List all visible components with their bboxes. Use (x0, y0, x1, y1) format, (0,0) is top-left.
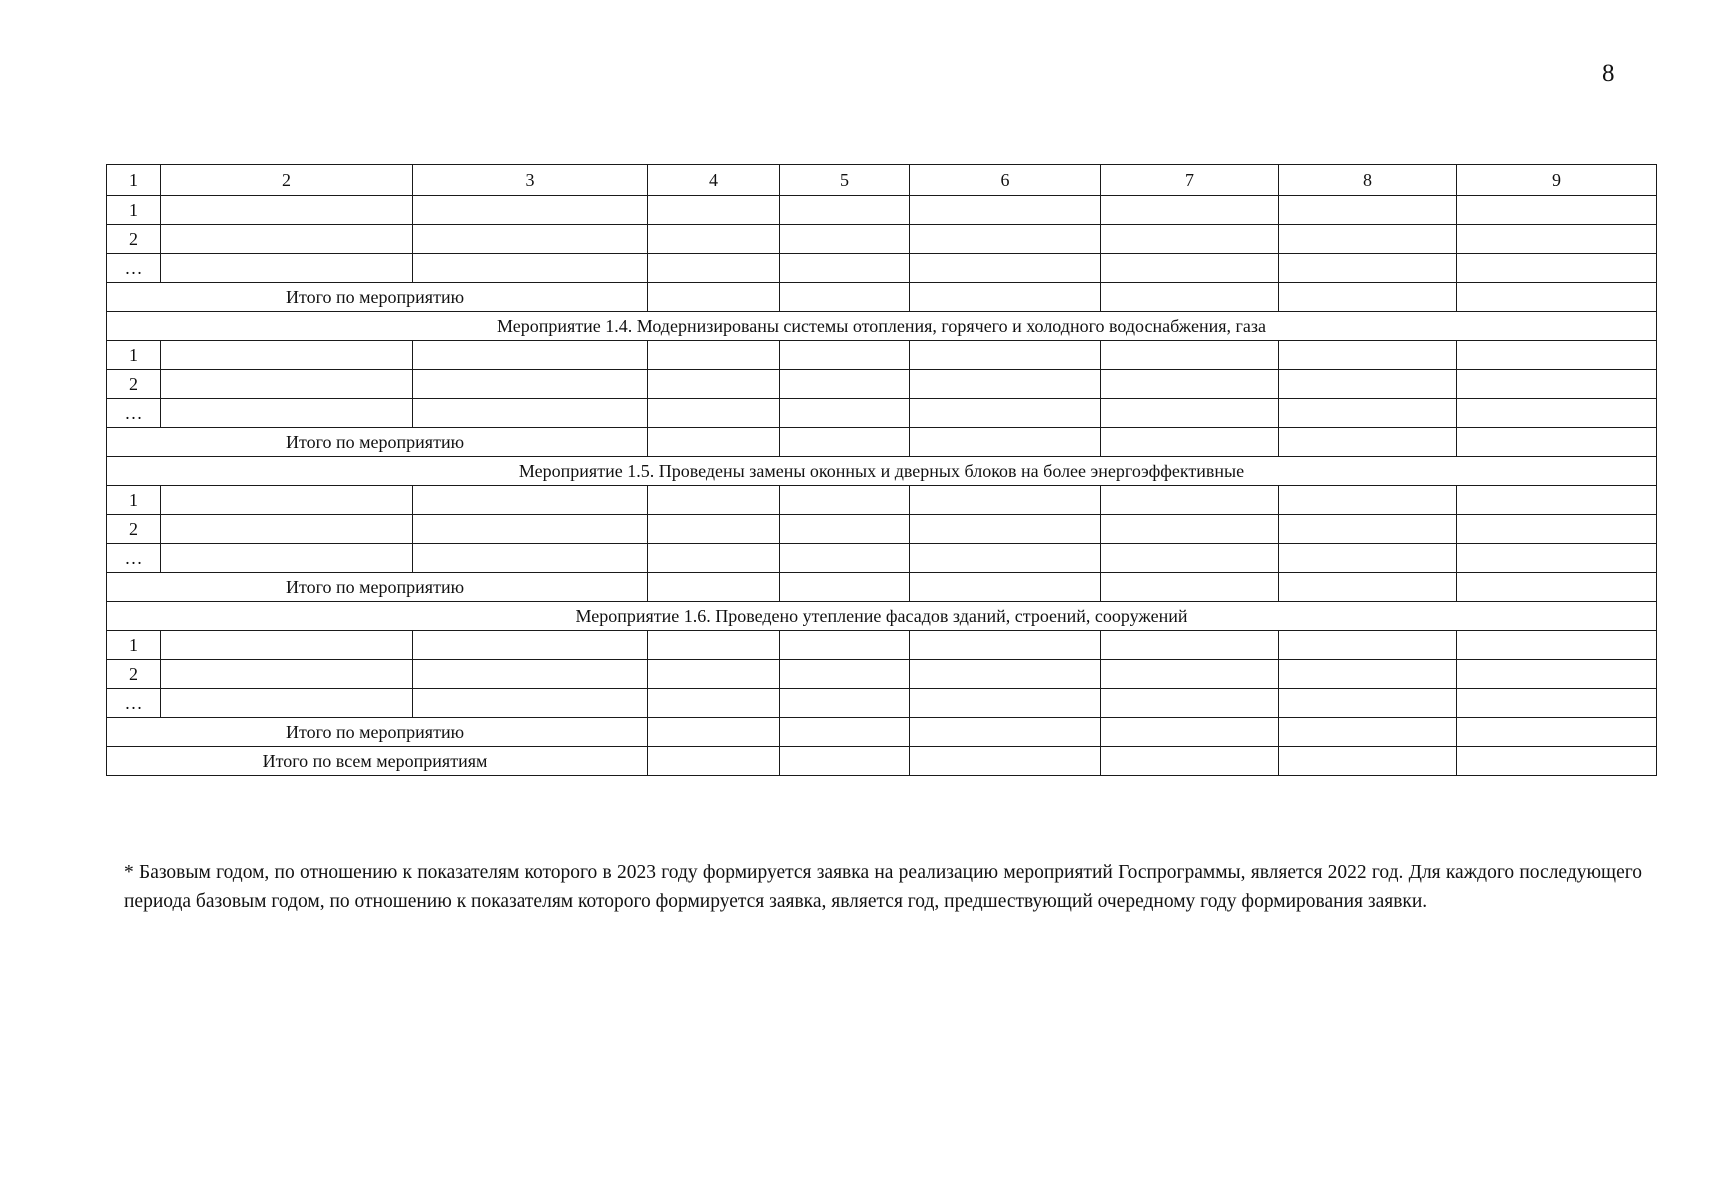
table-cell (1457, 428, 1657, 457)
page-number: 8 (1602, 60, 1615, 87)
table-cell (910, 341, 1101, 370)
table-cell (1101, 486, 1279, 515)
activity-total-row (107, 283, 1657, 312)
table-cell (648, 747, 780, 776)
section-title: Мероприятие 1.6. Проведено утепление фасадов зданий, строений, сооружений (107, 602, 1657, 631)
table-cell (1101, 428, 1279, 457)
table-cell (910, 370, 1101, 399)
table-cell (413, 486, 648, 515)
table-row (107, 689, 1657, 718)
grand-total-label: Итого по всем мероприятиям (107, 747, 648, 776)
table-cell (1279, 689, 1457, 718)
table-row (107, 515, 1657, 544)
table-cell (780, 283, 910, 312)
table-cell (648, 341, 780, 370)
table-cell (910, 544, 1101, 573)
table-cell (1457, 196, 1657, 225)
row-number: 1 (107, 196, 161, 225)
table-cell (1101, 544, 1279, 573)
table-cell (910, 399, 1101, 428)
column-header: 3 (413, 165, 648, 196)
table-cell (1101, 399, 1279, 428)
table-cell (780, 631, 910, 660)
table-cell (1457, 544, 1657, 573)
table-cell (780, 196, 910, 225)
activity-total-row (107, 428, 1657, 457)
table-cell (161, 225, 413, 254)
table-cell (1457, 370, 1657, 399)
table-cell (1279, 254, 1457, 283)
table-cell (1457, 486, 1657, 515)
table-cell (1457, 225, 1657, 254)
section-header-row (107, 602, 1657, 631)
table-cell (648, 370, 780, 399)
table-cell (1279, 341, 1457, 370)
table-cell (1279, 631, 1457, 660)
table-cell (648, 573, 780, 602)
table-cell (910, 283, 1101, 312)
table-cell (161, 689, 413, 718)
row-number: 1 (107, 341, 161, 370)
table-cell (413, 399, 648, 428)
table-cell (413, 544, 648, 573)
section-header-row (107, 312, 1657, 341)
table-cell (1279, 428, 1457, 457)
table-cell (910, 486, 1101, 515)
table-cell (1457, 573, 1657, 602)
table-cell (1279, 573, 1457, 602)
table-cell (910, 428, 1101, 457)
table-row (107, 196, 1657, 225)
section-title: Мероприятие 1.5. Проведены замены оконных и дверных блоков на более энергоэффективные (107, 457, 1657, 486)
table-cell (780, 370, 910, 399)
table-cell (1101, 689, 1279, 718)
table-cell (1457, 660, 1657, 689)
table-cell (1457, 399, 1657, 428)
table-row (107, 341, 1657, 370)
table-cell (1279, 399, 1457, 428)
row-number: 2 (107, 515, 161, 544)
table-cell (648, 718, 780, 747)
table-cell (1457, 631, 1657, 660)
table-row (107, 544, 1657, 573)
table-cell (780, 515, 910, 544)
table-cell (910, 515, 1101, 544)
table-cell (648, 428, 780, 457)
table-cell (1279, 515, 1457, 544)
table-row (107, 631, 1657, 660)
row-number: 2 (107, 660, 161, 689)
table-cell (1457, 515, 1657, 544)
table-cell (648, 225, 780, 254)
activity-total-row (107, 718, 1657, 747)
activity-total-label: Итого по мероприятию (107, 283, 648, 312)
section-header-row (107, 457, 1657, 486)
activity-total-label: Итого по мероприятию (107, 428, 648, 457)
table-cell (910, 631, 1101, 660)
column-header: 2 (161, 165, 413, 196)
table-cell (648, 254, 780, 283)
row-number: … (107, 254, 161, 283)
table-cell (1101, 254, 1279, 283)
table-cell (780, 747, 910, 776)
table-cell (648, 544, 780, 573)
table-cell (1279, 225, 1457, 254)
table-cell (1457, 718, 1657, 747)
row-number: 2 (107, 225, 161, 254)
table-cell (1101, 718, 1279, 747)
table-cell (1279, 486, 1457, 515)
table-cell (780, 341, 910, 370)
table-cell (780, 428, 910, 457)
table-cell (780, 254, 910, 283)
table-cell (1279, 370, 1457, 399)
table-cell (648, 660, 780, 689)
table-cell (780, 718, 910, 747)
table-cell (1101, 370, 1279, 399)
table-cell (648, 283, 780, 312)
table-cell (1101, 196, 1279, 225)
table-cell (910, 660, 1101, 689)
table-row (107, 660, 1657, 689)
table-cell (910, 225, 1101, 254)
table-cell (780, 225, 910, 254)
table-cell (1279, 196, 1457, 225)
table-row (107, 399, 1657, 428)
table-cell (161, 486, 413, 515)
row-number: … (107, 399, 161, 428)
row-number: … (107, 544, 161, 573)
table-cell (413, 515, 648, 544)
table-cell (780, 544, 910, 573)
table-cell (1279, 544, 1457, 573)
table-cell (648, 631, 780, 660)
table-cell (413, 631, 648, 660)
table-row (107, 370, 1657, 399)
column-header: 8 (1279, 165, 1457, 196)
column-header: 1 (107, 165, 161, 196)
table-row (107, 225, 1657, 254)
table-cell (413, 660, 648, 689)
column-header: 7 (1101, 165, 1279, 196)
table-cell (1101, 515, 1279, 544)
table-cell (648, 196, 780, 225)
column-header: 5 (780, 165, 910, 196)
table-cell (161, 370, 413, 399)
table-cell (1457, 254, 1657, 283)
table-cell (1279, 660, 1457, 689)
table-cell (161, 660, 413, 689)
table-cell (161, 515, 413, 544)
table-cell (648, 486, 780, 515)
table-cell (1101, 660, 1279, 689)
table-cell (910, 254, 1101, 283)
table-cell (161, 631, 413, 660)
table-cell (1279, 747, 1457, 776)
row-number: 1 (107, 486, 161, 515)
table-cell (780, 486, 910, 515)
table-cell (1279, 283, 1457, 312)
table-cell (161, 544, 413, 573)
table-cell (413, 341, 648, 370)
table-cell (910, 718, 1101, 747)
table-row (107, 254, 1657, 283)
table-cell (1457, 283, 1657, 312)
table-cell (1279, 718, 1457, 747)
activity-total-label: Итого по мероприятию (107, 718, 648, 747)
footnote: * Базовым годом, по отношению к показателям которого в 2023 году формируется заявка на реализацию мероприятий Госпрограммы, является 2022 год. Для каждого последующего периода базовым годом, по отношению к показателям которого формируется заявка, является год, предшествующий очередному году формирования заявки. (124, 861, 1642, 912)
activity-total-label: Итого по мероприятию (107, 573, 648, 602)
table-cell (413, 196, 648, 225)
table-cell (413, 254, 648, 283)
table-cell (161, 399, 413, 428)
table-cell (780, 660, 910, 689)
grand-total-row (107, 747, 1657, 776)
table-cell (780, 689, 910, 718)
table-cell (413, 689, 648, 718)
table-cell (780, 399, 910, 428)
table-cell (648, 399, 780, 428)
table-cell (413, 225, 648, 254)
table-cell (780, 573, 910, 602)
row-number: … (107, 689, 161, 718)
column-header: 4 (648, 165, 780, 196)
activity-total-row (107, 573, 1657, 602)
table-cell (1457, 341, 1657, 370)
section-title: Мероприятие 1.4. Модернизированы системы отопления, горячего и холодного водоснабжения, газа (107, 312, 1657, 341)
column-header: 6 (910, 165, 1101, 196)
table-cell (161, 341, 413, 370)
table-cell (161, 254, 413, 283)
table-cell (1101, 341, 1279, 370)
table-cell (161, 196, 413, 225)
table-cell (1101, 225, 1279, 254)
table-cell (910, 689, 1101, 718)
table-cell (910, 747, 1101, 776)
table-cell (1101, 283, 1279, 312)
table-cell (413, 370, 648, 399)
table-cell (910, 573, 1101, 602)
row-number: 2 (107, 370, 161, 399)
row-number: 1 (107, 631, 161, 660)
activities-table (106, 164, 1657, 776)
table-cell (1101, 631, 1279, 660)
table-row (107, 486, 1657, 515)
column-number-row (107, 165, 1657, 196)
table-cell (910, 196, 1101, 225)
table-cell (648, 515, 780, 544)
table-cell (1457, 689, 1657, 718)
table-cell (1457, 747, 1657, 776)
table-cell (1101, 573, 1279, 602)
table-cell (1101, 747, 1279, 776)
column-header: 9 (1457, 165, 1657, 196)
table-cell (648, 689, 780, 718)
